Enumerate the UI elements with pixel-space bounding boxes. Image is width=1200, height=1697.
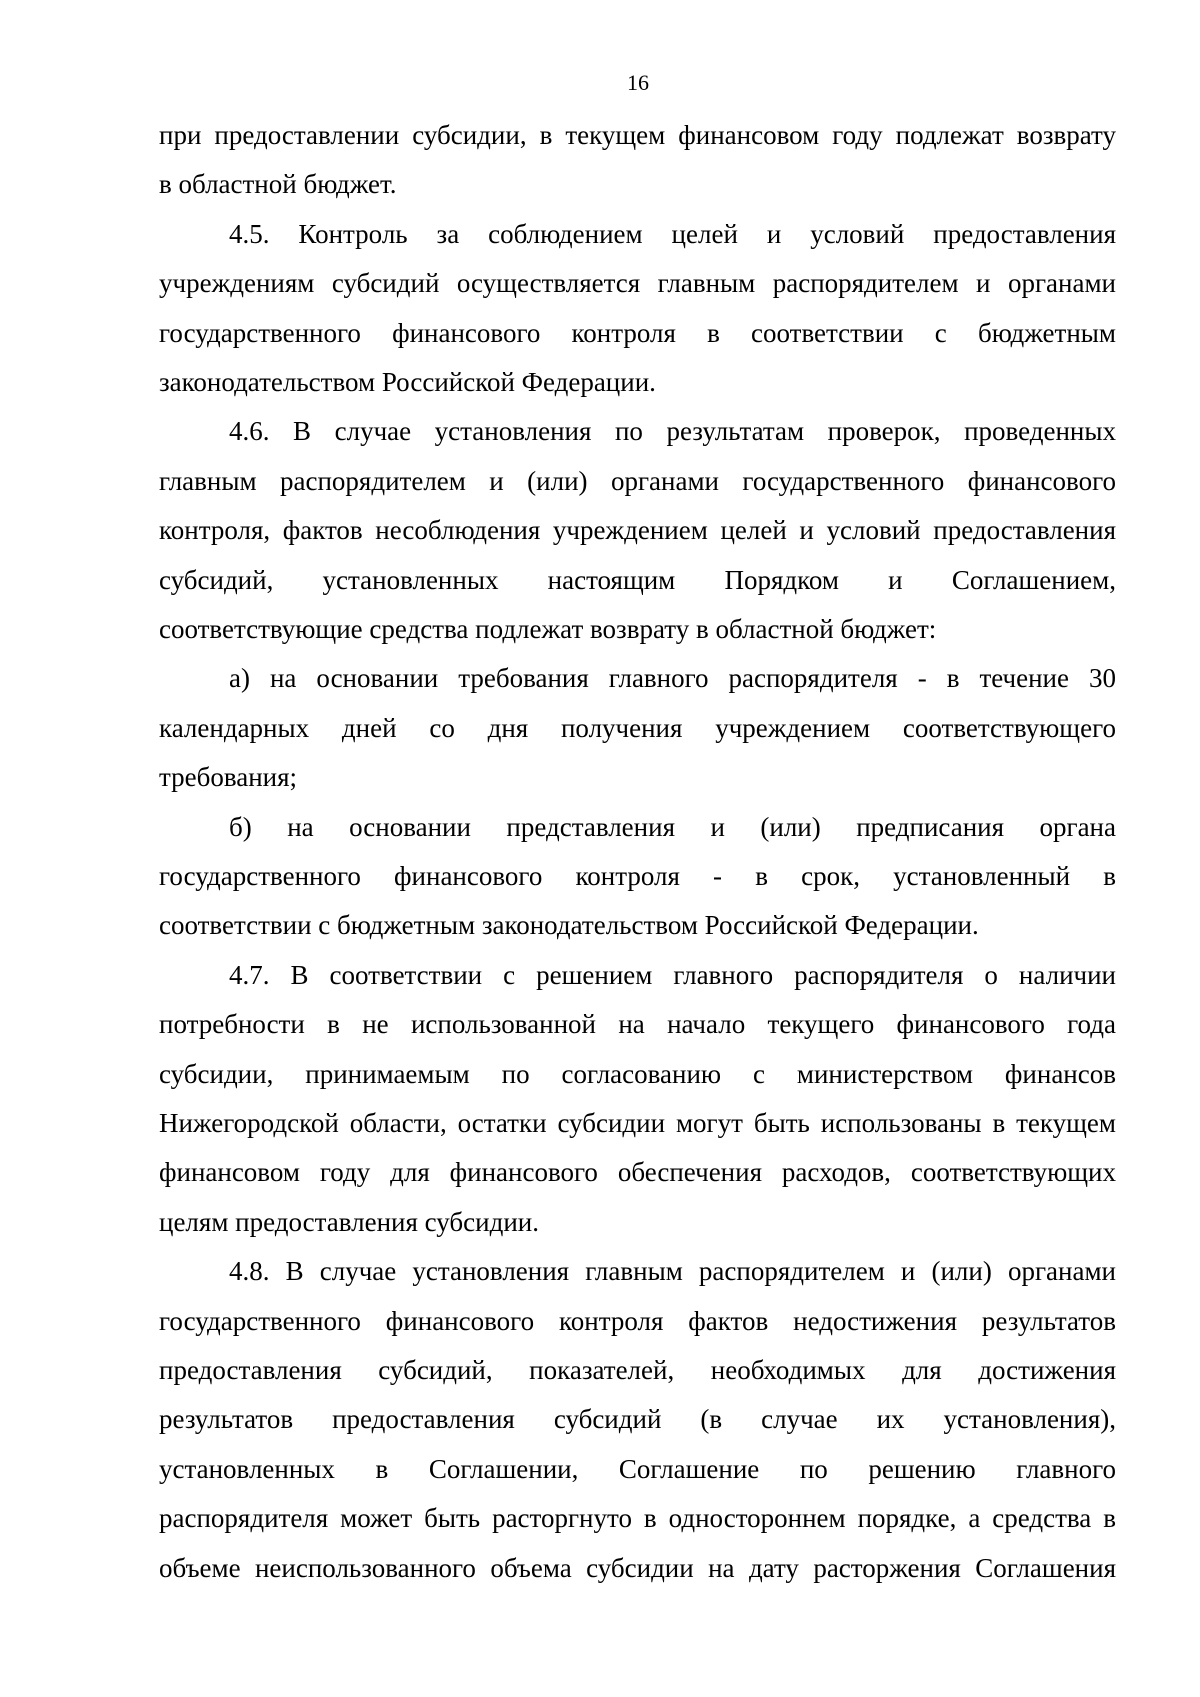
text-line: главным распорядителем и (или) органами государственного финансового xyxy=(159,466,1116,496)
text-line: Нижегородской области, остатки субсидии могут быть использованы в текущем xyxy=(159,1108,1116,1138)
text-line: установленных в Соглашении, Соглашение по решению главного xyxy=(159,1454,1116,1484)
text-line: субсидий, установленных настоящим Порядком и Соглашением, xyxy=(159,565,1116,595)
text-line: соответствующие средства подлежат возврату в областной бюджет: xyxy=(159,614,937,644)
text-line: предоставления субсидий, показателей, необходимых для достижения xyxy=(159,1355,1116,1385)
text-line: 4.5. Контроль за соблюдением целей и условий предоставления xyxy=(229,219,1116,249)
text-line: 4.6. В случае установления по результатам проверок, проведенных xyxy=(229,416,1116,446)
text-line: календарных дней со дня получения учреждением соответствующего xyxy=(159,713,1116,743)
text-line: результатов предоставления субсидий (в случае их установления), xyxy=(159,1404,1116,1434)
text-line: государственного финансового контроля - в срок, установленный в xyxy=(159,861,1116,891)
text-line: при предоставлении субсидии, в текущем финансовом году подлежат возврату xyxy=(159,120,1116,150)
text-line: субсидии, принимаемым по согласованию с министерством финансов xyxy=(159,1059,1116,1089)
text-line: 4.8. В случае установления главным распорядителем и (или) органами xyxy=(229,1256,1116,1286)
text-line: законодательством Российской Федерации. xyxy=(159,367,656,397)
text-line: контроля, фактов несоблюдения учреждением целей и условий предоставления xyxy=(159,515,1116,545)
text-line: целям предоставления субсидии. xyxy=(159,1207,539,1237)
text-line: соответствии с бюджетным законодательством Российской Федерации. xyxy=(159,910,979,940)
text-line: потребности в не использованной на начало текущего финансового года xyxy=(159,1009,1116,1039)
text-line: б) на основании представления и (или) предписания органа xyxy=(229,812,1116,842)
text-line: финансовом году для финансового обеспечения расходов, соответствующих xyxy=(159,1157,1116,1187)
text-line: объеме неиспользованного объема субсидии на дату расторжения Соглашения xyxy=(159,1553,1116,1583)
text-line: а) на основании требования главного распорядителя - в течение 30 xyxy=(229,663,1116,693)
text-line: 4.7. В соответствии с решением главного распорядителя о наличии xyxy=(229,960,1116,990)
text-line: учреждениям субсидий осуществляется главным распорядителем и органами xyxy=(159,268,1116,298)
text-line: требования; xyxy=(159,762,298,792)
text-line: государственного финансового контроля фактов недостижения результатов xyxy=(159,1306,1116,1336)
text-line: государственного финансового контроля в соответствии с бюджетным xyxy=(159,318,1116,348)
text-line: в областной бюджет. xyxy=(159,169,397,199)
text-line: распорядителя может быть расторгнуто в одностороннем порядке, а средства в xyxy=(159,1503,1116,1533)
page-number: 16 xyxy=(627,70,649,95)
